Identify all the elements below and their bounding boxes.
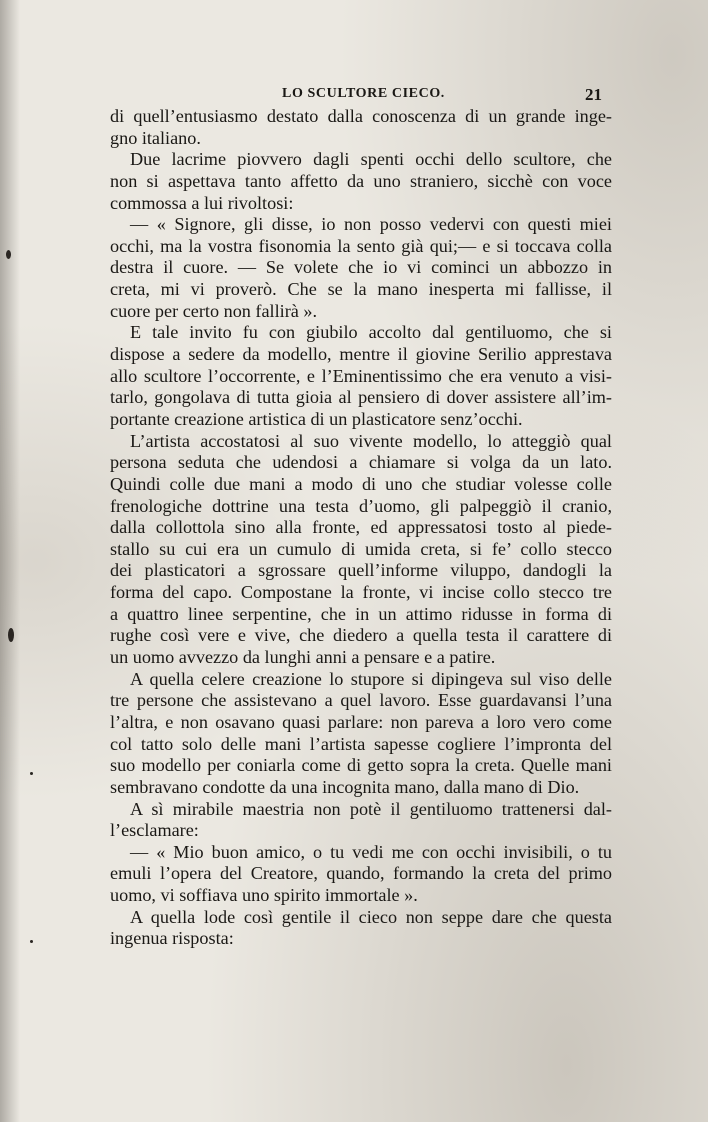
page-edge-shadow [0,0,20,1122]
text-line: destra il cuore. — Se volete che io vi cominci un abbozzo in [110,257,612,278]
text-line: tre persone che assistevano a quel lavoro. Esse guardavansi l’una [110,690,612,711]
text-line: — « Signore, gli disse, io non posso vedervi con questi miei [130,214,612,235]
text-line: di quell’entusiasmo destato dalla conoscenza di un grande inge- [110,106,612,126]
text-line: uomo, vi soffiava uno spirito immortale ». [110,885,418,906]
running-title: LO SCULTORE CIECO. [282,86,445,101]
text-line: commossa a lui rivoltosi: [110,192,294,213]
text-line: col tatto solo delle mani l’artista sapesse cogliere l’impronta del [110,733,612,754]
ink-spot [30,940,33,943]
text-line: a quattro linee serpentine, che in un attimo ridusse in forma di [110,603,612,624]
text-line: cuore per certo non fallirà ». [110,300,318,321]
text-line: tarlo, gongolava di tutta gioia al pensiero di dover assistere all’im- [110,387,612,408]
text-line: — « Mio buon amico, o tu vedi me con occhi invisibili, o tu [130,841,612,862]
text-line: L’artista accostatosi al suo vivente modello, lo atteggiò qual [130,430,612,451]
text-line: allo scultore l’occorrente, e l’Eminentissimo che era venuto a visi- [110,365,612,386]
text-line: non si aspettava tanto affetto da uno straniero, sicchè con voce [110,170,612,191]
text-line: Quindi colle due mani a modo di uno che studiar volesse colle [110,473,612,494]
text-line: frenologiche dottrine una testa d’uomo, gli palpeggiò il cranio, [110,495,612,516]
ink-spot [30,772,33,775]
text-line: l’esclamare: [110,820,199,841]
page-number: 21 [585,85,602,104]
text-line: A quella lode così gentile il cieco non seppe dare che questa [130,906,612,927]
body-text [110,106,612,950]
ink-spot [8,628,14,642]
text-line: forma del capo. Compostane la fronte, vi incise collo stecco tre [110,582,612,603]
text-line: A sì mirabile maestria non potè il gentiluomo trattenersi dal- [130,798,612,819]
text-line: dalla collottola sino alla fronte, ed appressatosi tosto al piede- [110,517,612,538]
text-line: portante creazione artistica di un plasticatore senz’occhi. [110,408,523,429]
text-line: dispose a sedere da modello, mentre il giovine Serilio apprestava [110,344,612,365]
text-line: creta, mi vi proverò. Che se la mano inesperta mi fallisse, il [110,279,612,300]
text-line: suo modello per coniarla come di getto sopra la creta. Quelle mani [110,755,612,776]
ink-spot [6,250,11,259]
text-line: persona seduta che udendosi a chiamare si volga da un lato. [110,452,612,473]
text-line: gno italiano. [110,127,201,148]
text-line: A quella celere creazione lo stupore si dipingeva sul viso delle [130,668,612,689]
text-line: l’altra, e non osavano quasi parlare: non pareva a loro vero come [110,711,612,732]
text-line: stallo su cui era un cumulo di umida creta, si fe’ collo stecco [110,538,612,559]
text-line: sembravano condotte da una incognita mano, dalla mano di Dio. [110,776,580,797]
text-line: ingenua risposta: [110,928,234,949]
text-line: rughe così vere e vive, che diedero a quella testa il carattere di [110,625,612,646]
text-line: emuli l’opera del Creatore, quando, formando la creta del primo [110,863,612,884]
text-line: dei plasticatori a sgrossare quell’informe viluppo, dandogli la [110,560,612,581]
text-line: Due lacrime piovvero dagli spenti occhi dello scultore, che [130,149,612,170]
text-line: E tale invito fu con giubilo accolto dal gentiluomo, che si [130,322,612,343]
running-header [110,86,610,108]
text-line: occhi, ma la vostra fisonomia la sento già qui;— e si toccava colla [110,235,612,256]
text-line: un uomo avvezzo da lunghi anni a pensare e a patire. [110,647,496,668]
